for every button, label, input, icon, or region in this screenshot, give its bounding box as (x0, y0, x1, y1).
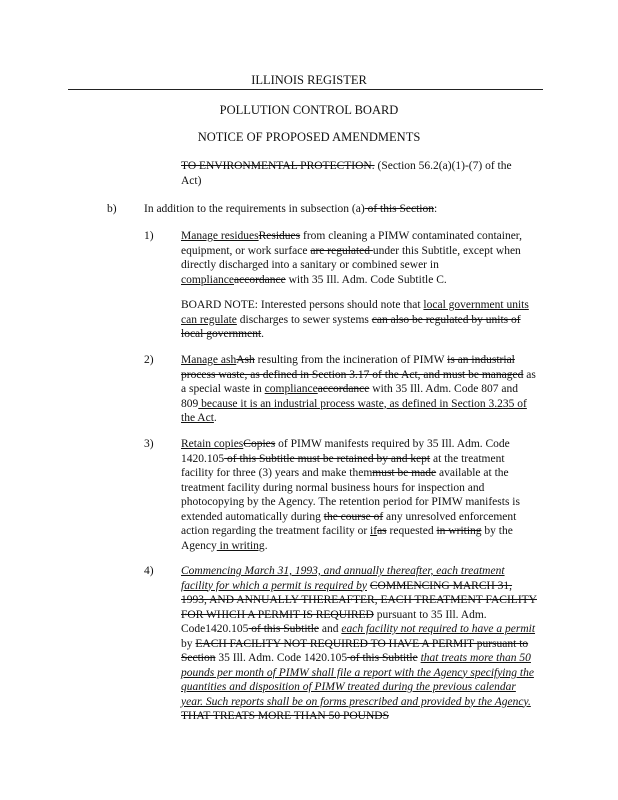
text-segment: pursuant to 35 Ill. Adm. Code1420.105 (181, 608, 487, 635)
text-segment: because it is an industrial process waste, as defined in Section 3.235 of the Act (181, 397, 527, 424)
register-header: ILLINOIS REGISTER (251, 73, 367, 87)
item-2-number: 2) (144, 354, 154, 366)
text-segment: are regulated (310, 244, 373, 257)
text-segment: as a special waste in (181, 368, 536, 395)
item-3-number: 3) (144, 438, 154, 450)
text-segment: from cleaning a PIMW contaminated container, equipment, or work surface (181, 230, 523, 257)
text-segment: Copies (243, 438, 276, 450)
text-segment: Manage residues (181, 230, 259, 242)
text-segment: each facility not required to have a permit (341, 623, 536, 635)
text-segment: . (261, 328, 265, 340)
text-segment: . (213, 412, 217, 424)
text-segment: 35 Ill. Adm. Code 1420.105 (215, 652, 348, 664)
text-segment: resulting from the incineration of PIMW (254, 354, 448, 366)
text-segment: under this Subtitle, except when directly discharged into a sanitary or combined sewer in (181, 244, 521, 271)
text-segment: must be made (372, 467, 437, 479)
continuation-text (181, 159, 538, 188)
text-segment: by (181, 637, 196, 650)
text-segment: COMMENCING MARCH 31, 1993, AND ANNUALLY THEREAFTER, EACH TREATMENT FACILITY FOR WHICH A PERMIT IS REQUIRED (181, 579, 537, 621)
text-segment: requested (386, 525, 437, 537)
item-4-text (181, 564, 538, 724)
section-b-main: In addition to the requirements in subsection (a) (144, 203, 365, 215)
text-segment: . (264, 539, 268, 552)
text-segment: at the treatment facility for three (3) years and make them (181, 452, 505, 479)
item-4-number: 4) (144, 565, 154, 577)
text-segment: and (319, 623, 342, 635)
struck-text: TO ENVIRONMENTAL PROTECTION. (181, 160, 375, 172)
text-segment: as (377, 525, 387, 537)
continuation-line2: Act) (181, 174, 202, 187)
text-segment: discharges to sewer systems (236, 313, 372, 326)
text-segment: compliance (264, 383, 318, 395)
text-segment: accordance (234, 273, 286, 286)
text-segment: of this Subtitle (248, 623, 320, 635)
item-1-board-note (181, 298, 538, 342)
section-b-text (144, 202, 544, 217)
text-segment: accordance (317, 383, 370, 395)
text-segment: of PIMW manifests required by 35 Ill. Adm. Code 1420.105 (181, 438, 510, 465)
header-rule (68, 89, 543, 90)
text-segment: THAT TREATS MORE THAN 50 POUNDS (181, 710, 389, 722)
text-segment: Retain copies (181, 438, 244, 450)
text-segment: Manage ash (181, 354, 237, 366)
text-segment: of this Subtitle (347, 652, 418, 664)
text-segment: compliance (181, 273, 235, 286)
section-b-label: b) (107, 203, 117, 215)
section-b-end: : (434, 203, 438, 215)
text-segment: of this Subtitle must be retained by and kept (224, 452, 431, 465)
text-segment: Ash (236, 354, 255, 366)
text-segment: with 35 Ill. Adm. Code 807 and 809 (181, 383, 518, 410)
text-segment: Commencing March 31, 1993, and annually thereafter, each treatment facility for which a permit is required by (181, 565, 505, 592)
text-segment: EACH FACILITY NOT REQUIRED TO HAVE A PERMIT pursuant to Section (181, 637, 529, 664)
notice-title: NOTICE OF PROPOSED AMENDMENTS (197, 130, 421, 144)
text-segment: can also be regulated by units of local government (181, 313, 521, 340)
text-segment: local government units can regulate (181, 299, 529, 326)
item-1-number: 1) (144, 230, 154, 242)
text-segment: with 35 Ill. Adm. Code Subtitle C. (285, 273, 447, 286)
text-segment: if (370, 525, 378, 537)
continuation-rest: (Section 56.2(a)(1)-(7) of the (374, 160, 512, 172)
text-segment: any unresolved enforcement action regarding the treatment facility or (181, 510, 517, 537)
text-segment: by the Agency (181, 525, 513, 552)
text-segment: that treats more than 50 pounds per month of PIMW shall file a report with the Agency specifying the quantities and disposition of PIMW treated during the previous calendar year. Such reports shall be on forms prescribed and provided by the Agency. (181, 652, 534, 708)
text-segment: BOARD NOTE: Interested persons should note that (181, 299, 424, 311)
item-2-text (181, 353, 538, 426)
text-segment: in writing (436, 525, 482, 537)
text-segment: is an industrial process waste, as defined in Section 3.17 of the Act, and must be managed (181, 354, 524, 381)
text-segment: Residues (258, 230, 301, 242)
text-segment: in writing (216, 539, 265, 552)
board-title: POLLUTION CONTROL BOARD (219, 103, 399, 117)
text-segment: the course of (323, 510, 384, 523)
item-3-text (181, 437, 538, 553)
item-1-text (181, 229, 538, 287)
text-segment: available at the treatment facility during normal business hours for inspection and photocopying by the Agency. The retention period for PIMW manifests is extended automatically during (181, 467, 520, 523)
section-b-struck: of this Section (364, 203, 435, 215)
